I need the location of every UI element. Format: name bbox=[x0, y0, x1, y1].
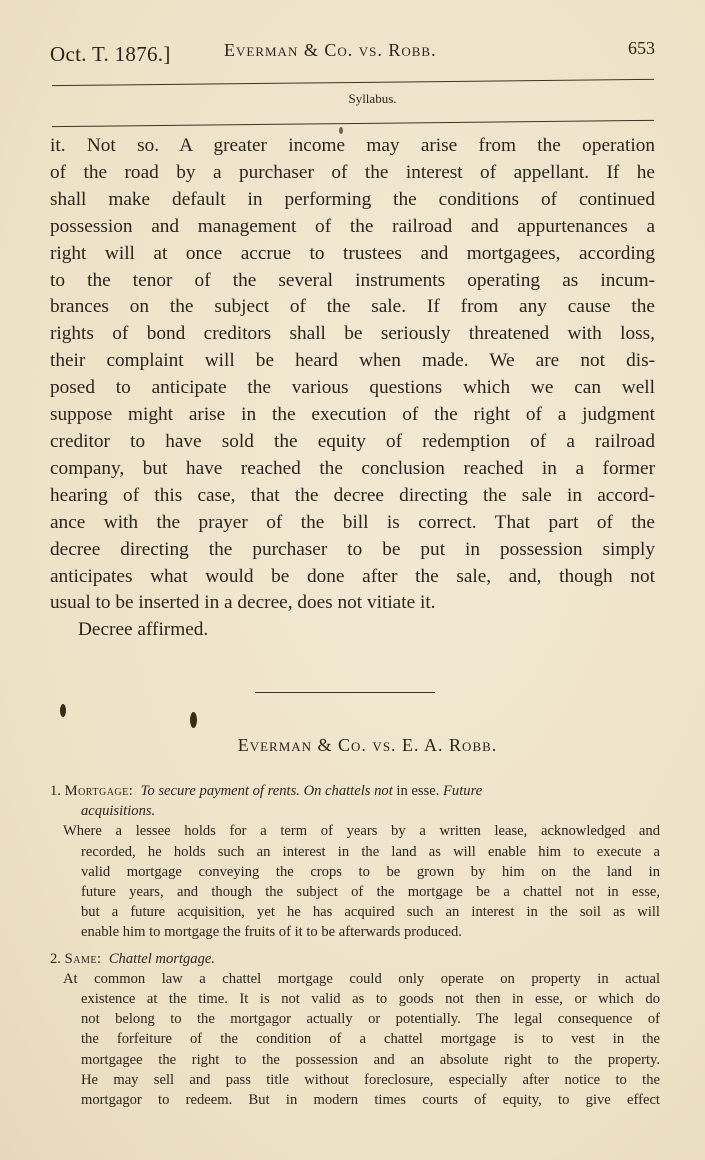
syllabus-line: but a future acquisition, yet he has acquired such an interest in the soil as will bbox=[81, 904, 660, 921]
opinion-line: it. Not so. A greater income may arise from the operation bbox=[50, 135, 655, 156]
headnote-number: 1. bbox=[50, 783, 61, 799]
paper-blemish bbox=[60, 704, 66, 717]
headnote bbox=[50, 781, 660, 801]
headnote-number: 2. bbox=[50, 950, 61, 967]
syllabus-line: not belong to the mortgagor actually or potentially. The legal consequence of bbox=[81, 1011, 660, 1028]
running-case-title: Everman & Co. vs. Robb. bbox=[224, 40, 437, 60]
opinion-line: to the tenor of the several instruments operating as incum- bbox=[50, 269, 655, 291]
syllabus-paragraph bbox=[50, 821, 660, 942]
opinion-line: hearing of this case, that the decree directing the sale in accord- bbox=[50, 484, 655, 506]
syllabus-paragraph bbox=[50, 969, 660, 1110]
syllabus-line: recorded, he holds such an interest in the land as will enable him to execute a bbox=[81, 843, 660, 860]
opinion-line: decree directing the purchaser to be put in possession simply bbox=[50, 538, 655, 560]
syllabus-line: existence at the time. It is not valid as to goods not then in esse, or which do bbox=[81, 991, 660, 1008]
decree-affirmed: Decree affirmed. bbox=[78, 619, 209, 641]
opinion-line: anticipates what would be done after the sale, and, though not bbox=[50, 565, 655, 587]
syllabus-line: He may sell and pass title without foreclosure, especially after notice to the bbox=[81, 1071, 660, 1088]
syllabus-line: valid mortgage conveying the crops to be grown by him on the land in bbox=[81, 863, 660, 880]
syllabus-item bbox=[50, 781, 660, 943]
syllabus-line: the forfeiture of the condition of a chattel mortgage is to vest in the bbox=[81, 1031, 660, 1048]
section-divider bbox=[255, 692, 435, 693]
opinion-line: rights of bond creditors shall be seriously threatened with loss, bbox=[50, 323, 655, 345]
headnote-topic-roman: in esse. bbox=[392, 783, 444, 799]
term-label: Oct. T. 1876.] bbox=[50, 42, 171, 66]
opinion-line: brances on the subject of the sale. If from any cause the bbox=[50, 296, 655, 318]
headnote-keyword: Same: bbox=[64, 950, 102, 967]
syllabus-line: Where a lessee holds for a term of years by a written lease, acknowledged and bbox=[63, 823, 660, 840]
header-rule-bottom bbox=[52, 120, 654, 127]
opinion-line: shall make default in performing the conditions of continued bbox=[50, 188, 655, 210]
headnote bbox=[50, 949, 660, 969]
headnote-keyword: Mortgage: bbox=[64, 783, 134, 799]
opinion-line: posed to anticipate the various questions which we can well bbox=[50, 377, 655, 399]
section-label: Syllabus. bbox=[348, 91, 397, 106]
syllabus bbox=[50, 781, 660, 1110]
syllabus-line: future years, and though the subject of the mortgage be a chattel not in esse, bbox=[81, 884, 660, 901]
headnote-topic: To secure payment of rents. On chattels not bbox=[140, 783, 393, 799]
headnote-topic-tail: Future bbox=[443, 783, 483, 799]
syllabus-line: mortgagee the right to the possession and an absolute right to the property. bbox=[81, 1051, 660, 1068]
opinion-line: company, but have reached the conclusion reached in a former bbox=[50, 457, 655, 479]
headnote-topic: Chattel mortgage. bbox=[108, 950, 216, 967]
paper-blemish bbox=[190, 712, 197, 728]
opinion-line: creditor to have sold the equity of redemption of a railroad bbox=[50, 430, 655, 452]
opinion-line: ance with the prayer of the bill is correct. That part of the bbox=[50, 511, 655, 533]
opinion-text bbox=[50, 133, 655, 644]
opinion-line: of the road by a purchaser of the interest of appellant. If he bbox=[50, 161, 655, 183]
opinion-line: right will at once accrue to trustees and mortgagees, according bbox=[50, 242, 655, 264]
opinion-line: suppose might arise in the execution of the right of a judgment bbox=[50, 404, 655, 426]
syllabus-line: At common law a chattel mortgage could only operate on property in actual bbox=[63, 970, 660, 987]
opinion-line: their complaint will be heard when made. We are not dis- bbox=[50, 350, 655, 372]
headnote-continuation: acquisitions. bbox=[81, 803, 156, 820]
header-rule-top bbox=[52, 79, 654, 86]
opinion-line: possession and management of the railroad and appurtenances a bbox=[50, 215, 655, 237]
syllabus-line: mortgagor to redeem. But in modern times courts of equity, to give effect bbox=[81, 1092, 660, 1109]
syllabus-line: enable him to mortgage the fruits of it to be afterwards produced. bbox=[81, 924, 462, 941]
opinion-line: usual to be inserted in a decree, does not vitiate it. bbox=[50, 592, 436, 614]
syllabus-item bbox=[50, 949, 660, 1111]
page-number: 653 bbox=[628, 38, 655, 58]
case-title: Everman & Co. vs. E. A. Robb. bbox=[237, 735, 498, 755]
running-head bbox=[50, 34, 655, 64]
